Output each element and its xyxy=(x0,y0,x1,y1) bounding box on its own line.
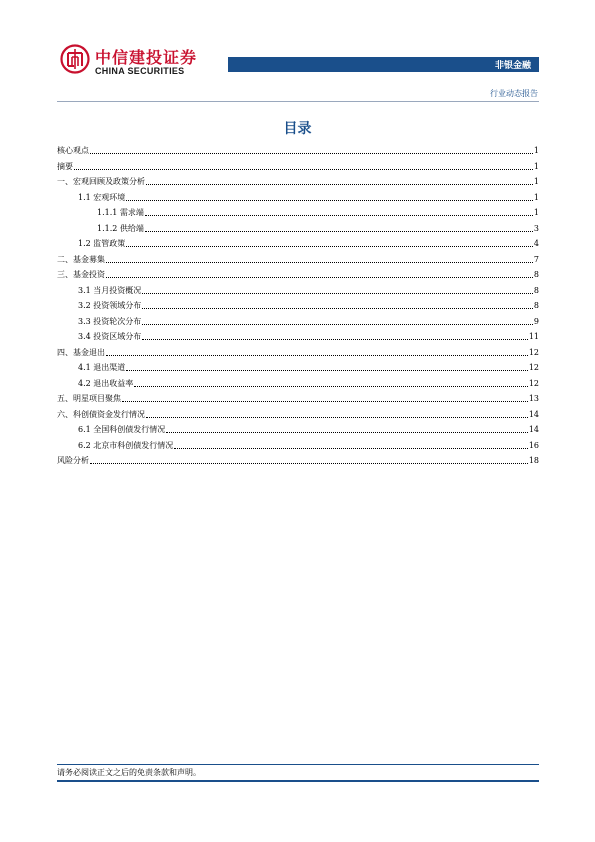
toc-entry[interactable] xyxy=(57,205,539,221)
toc-dot-leader xyxy=(146,184,533,185)
toc-entry-page: 1 xyxy=(533,161,539,171)
toc-dot-leader xyxy=(145,231,533,232)
toc-entry[interactable] xyxy=(57,360,539,376)
toc-entry-page: 8 xyxy=(533,285,539,295)
toc-dot-leader xyxy=(90,463,528,464)
toc-entry-label: 核心观点 xyxy=(57,146,89,155)
toc-entry-page: 8 xyxy=(533,270,539,279)
toc-entry-page: 12 xyxy=(528,378,539,388)
toc-entry[interactable] xyxy=(57,252,539,268)
toc-entry-label: 1.1.2 供给端 xyxy=(97,223,144,233)
toc-entry[interactable] xyxy=(57,143,539,159)
toc-entry-label: 1.1.1 需求端 xyxy=(97,208,144,217)
toc-entry-label: 1.1 宏观环境 xyxy=(78,192,126,202)
toc-entry[interactable] xyxy=(57,283,539,299)
toc-entry-page: 1 xyxy=(533,177,539,186)
toc-entry[interactable] xyxy=(57,314,539,330)
toc-entry[interactable] xyxy=(57,174,539,190)
toc-entry[interactable] xyxy=(57,391,539,407)
toc-entry-page: 1 xyxy=(533,208,539,217)
toc-entry[interactable] xyxy=(57,329,539,345)
report-type: 行业动态报告 xyxy=(490,89,538,98)
table-of-contents xyxy=(57,143,539,469)
toc-entry-label: 一、宏观回顾及政策分析 xyxy=(57,177,145,186)
toc-dot-leader xyxy=(142,339,528,340)
toc-entry-label: 二、基金募集 xyxy=(57,254,105,264)
toc-entry[interactable] xyxy=(57,345,539,361)
toc-entry-page: 7 xyxy=(533,254,539,264)
toc-entry[interactable] xyxy=(57,376,539,392)
china-securities-logo-icon xyxy=(60,44,90,74)
toc-dot-leader xyxy=(145,215,533,216)
brand-name-cn: 中信建投证券 xyxy=(95,48,198,67)
toc-entry-page: 14 xyxy=(528,425,539,434)
footer-divider-bottom xyxy=(57,780,539,782)
toc-entry-label: 3.3 投资轮次分布 xyxy=(78,316,142,326)
toc-dot-leader xyxy=(126,246,533,247)
toc-entry[interactable] xyxy=(57,221,539,237)
toc-entry-label: 6.1 全国科创债发行情况 xyxy=(78,425,166,434)
toc-dot-leader xyxy=(174,448,528,449)
toc-dot-leader xyxy=(142,308,533,309)
toc-entry-label: 3.1 当月投资概况 xyxy=(78,285,142,295)
toc-entry[interactable] xyxy=(57,236,539,252)
toc-entry-page: 9 xyxy=(533,316,539,326)
header-bar xyxy=(228,57,539,72)
toc-entry-page: 11 xyxy=(528,332,539,341)
toc-entry-page: 12 xyxy=(528,363,539,372)
footer-disclaimer: 请务必阅读正文之后的免责条款和声明。 xyxy=(57,768,201,777)
toc-entry-label: 4.2 退出收益率 xyxy=(78,378,134,388)
sector-tag: 非银金融 xyxy=(494,61,531,71)
footer-divider-top xyxy=(57,764,539,765)
toc-entry-page: 16 xyxy=(528,440,539,450)
toc-entry-label: 摘要 xyxy=(57,161,73,171)
toc-entry-page: 3 xyxy=(533,223,539,233)
toc-entry[interactable] xyxy=(57,422,539,438)
toc-entry-label: 六、科创债资金发行情况 xyxy=(57,409,145,419)
toc-entry[interactable] xyxy=(57,298,539,314)
toc-entry-page: 1 xyxy=(533,146,539,155)
brand-name-en: CHINA SECURITIES xyxy=(95,66,185,76)
toc-dot-leader xyxy=(146,417,528,418)
toc-dot-leader xyxy=(134,386,528,387)
toc-dot-leader xyxy=(90,153,533,154)
toc-entry-label: 3.4 投资区域分布 xyxy=(78,332,142,341)
toc-entry-label: 风险分析 xyxy=(57,456,89,465)
toc-dot-leader xyxy=(142,324,533,325)
toc-dot-leader xyxy=(166,432,528,433)
toc-entry-page: 14 xyxy=(528,409,539,419)
toc-entry-label: 3.2 投资领域分布 xyxy=(78,301,142,310)
toc-dot-leader xyxy=(106,355,528,356)
toc-dot-leader xyxy=(126,370,528,371)
toc-dot-leader xyxy=(142,293,533,294)
toc-entry[interactable] xyxy=(57,267,539,283)
toc-entry-page: 13 xyxy=(528,394,539,403)
toc-dot-leader xyxy=(106,262,533,263)
toc-entry-page: 1 xyxy=(533,192,539,202)
toc-entry[interactable] xyxy=(57,190,539,206)
toc-entry[interactable] xyxy=(57,407,539,423)
toc-entry-label: 五、明星项目聚焦 xyxy=(57,394,121,403)
toc-dot-leader xyxy=(74,169,533,170)
toc-entry-label: 1.2 监管政策 xyxy=(78,239,126,248)
toc-entry[interactable] xyxy=(57,453,539,469)
toc-entry[interactable] xyxy=(57,438,539,454)
toc-dot-leader xyxy=(106,277,533,278)
toc-dot-leader xyxy=(122,401,528,402)
toc-dot-leader xyxy=(126,200,533,201)
toc-entry-page: 12 xyxy=(528,347,539,357)
toc-entry-label: 4.1 退出渠道 xyxy=(78,363,126,372)
toc-entry-label: 6.2 北京市科创债发行情况 xyxy=(78,440,174,450)
toc-entry-page: 4 xyxy=(533,239,539,248)
toc-title: 目录 xyxy=(283,121,312,137)
toc-entry[interactable] xyxy=(57,159,539,175)
toc-entry-label: 四、基金退出 xyxy=(57,347,105,357)
toc-entry-label: 三、基金投资 xyxy=(57,270,105,279)
header-divider xyxy=(57,101,539,102)
toc-entry-page: 18 xyxy=(528,456,539,465)
toc-entry-page: 8 xyxy=(533,301,539,310)
